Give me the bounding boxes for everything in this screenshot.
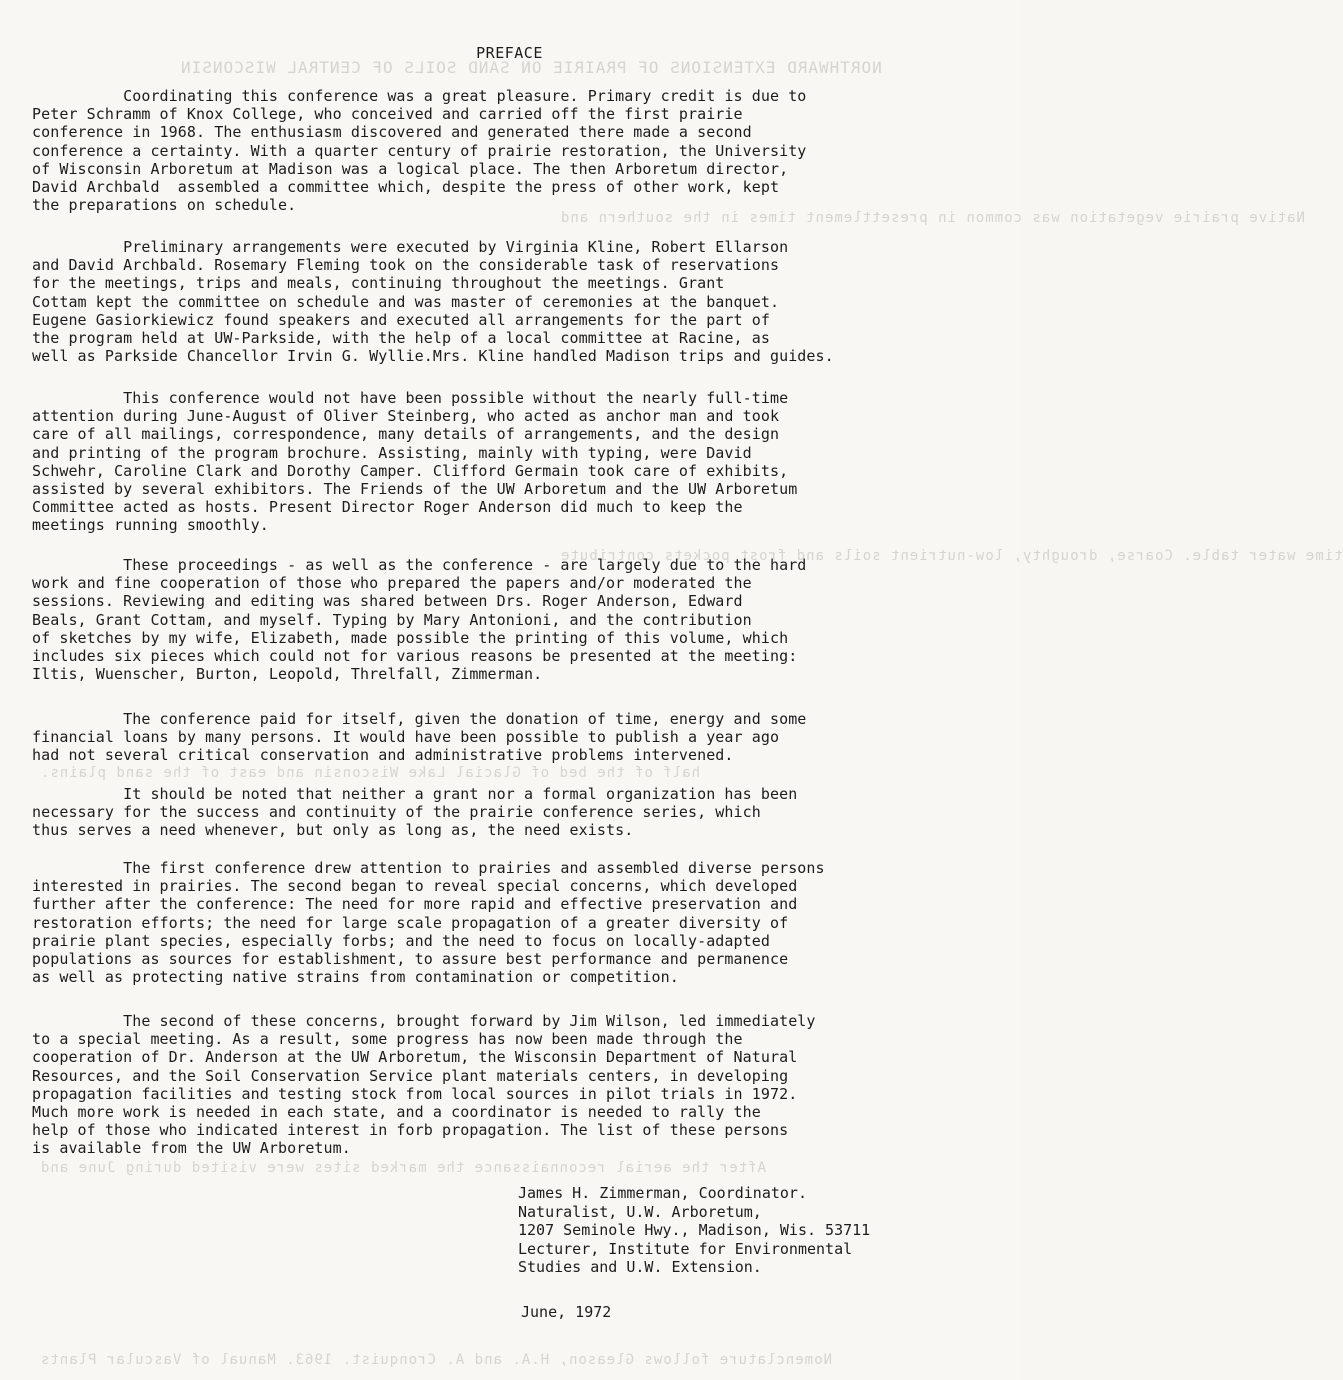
bleed-through-line: time water table. Coarse, droughty, low-nutrient soils and frost pockets contribute — [560, 548, 1343, 564]
bleed-through-line: half of the bed of Glacial Lake Wisconsin and east of the sand plains. — [40, 765, 701, 781]
bleed-through-line: Native prairie vegetation was common in presettlement times in the southern and — [560, 210, 1305, 226]
paragraph-coordination: Coordinating this conference was a great pleasure. Primary credit is due to Peter Schramm of Knox College, who conceived and carried off the first prairie conference in 1968. The enthusiasm discovered and generated there made a second conference a certainty. With a quarter century of prairie restoration, the University of Wisconsin Arboretum at Madison was a logical place. The then Arboretum director, David Archbald assembled a committee which, despite the press of other work, kept the preparations on schedule. — [32, 87, 807, 215]
bleed-through-line: After the aerial reconnaissance the marked sites were visited during June and — [40, 1160, 767, 1176]
signature-block: James H. Zimmerman, Coordinator. Naturalist, U.W. Arboretum, 1207 Seminole Hwy., Madison, Wis. 53711 Lecturer, Institute for Environmental Studies and U.W. Extension. — [518, 1184, 871, 1276]
page-title: PREFACE — [476, 44, 543, 62]
paragraph-funding: The conference paid for itself, given the donation of time, energy and some financial loans by many persons. It would have been possible to publish a year ago had not several critical conservation and administrative problems intervened. — [32, 710, 807, 765]
bleed-through-line: Nomenclature follows Gleason, H.A. and A. Cronquist. 1963. Manual of Vascular Plants — [40, 1352, 833, 1368]
bleed-through-header: NORTHWARD EXTENSIONS OF PRAIRIE ON SAND SOILS OF CENTRAL WISCONSIN — [180, 58, 882, 77]
paragraph-arrangements: Preliminary arrangements were executed by Virginia Kline, Robert Ellarson and David Archbald. Rosemary Fleming took on the considerable task of reservations for the meetings, trips and meals, continuing throughout the meetings. Grant Cottam kept the committee on schedule and was master of ceremonies at the banquet. Eugene Gasiorkiewicz found speakers and executed all arrangements for the part of the program held at UW-Parkside, with the help of a local committee at Racine, as well as Parkside Chancellor Irvin G. Wyllie.Mrs. Kline handled Madison trips and guides. — [32, 238, 834, 366]
paragraph-propagation: The second of these concerns, brought forward by Jim Wilson, led immediately to a special meeting. As a result, some progress has now been made through the cooperation of Dr. Anderson at the UW Arboretum, the Wisconsin Department of Natural Resources, and the Soil Conservation Service plant materials centers, in developing propagation facilities and testing stock from local sources in pilot trials in 1972. Much more work is needed in each state, and a coordinator is needed to rally the help of those who indicated interest in forb propagation. The list of these persons is available from the UW Arboretum. — [32, 1012, 816, 1158]
paragraph-proceedings: These proceedings - as well as the conference - are largely due to the hard work and fine cooperation of those who prepared the papers and/or moderated the sessions. Reviewing and editing was shared between Drs. Roger Anderson, Edward Beals, Grant Cottam, and myself. Typing by Mary Antonioni, and the contribution of sketches by my wife, Elizabeth, made possible the printing of this volume, which includes six pieces which could not for various reasons be presented at the meeting: Iltis, Wuenscher, Burton, Leopold, Threlfall, Zimmerman. — [32, 556, 807, 684]
document-date: June, 1972 — [521, 1303, 612, 1321]
paragraph-staff: This conference would not have been possible without the nearly full-time attention during June-August of Oliver Steinberg, who acted as anchor man and took care of all mailings, correspondence, many details of arrangements, and the design and printing of the program brochure. Assisting, mainly with typing, were David Schwehr, Caroline Clark and Dorothy Camper. Clifford Germain took care of exhibits, assisted by several exhibitors. The Friends of the UW Arboretum and the UW Arboretum Committee acted as hosts. Present Director Roger Anderson did much to keep the meetings running smoothly. — [32, 389, 798, 535]
paragraph-organization: It should be noted that neither a grant nor a formal organization has been necessary for the success and continuity of the prairie conference series, which thus serves a need whenever, but only as long as, the need exists. — [32, 785, 798, 840]
paragraph-concerns: The first conference drew attention to prairies and assembled diverse persons interested in prairies. The second began to reveal special concerns, which developed further after the conference: The need for more rapid and effective preservation and restoration efforts; the need for large scale propagation of a greater diversity of prairie plant species, especially forbs; and the need to focus on locally-adapted populations as sources for establishment, to assure best performance and permanence as well as protecting native strains from contamination or competition. — [32, 859, 825, 987]
